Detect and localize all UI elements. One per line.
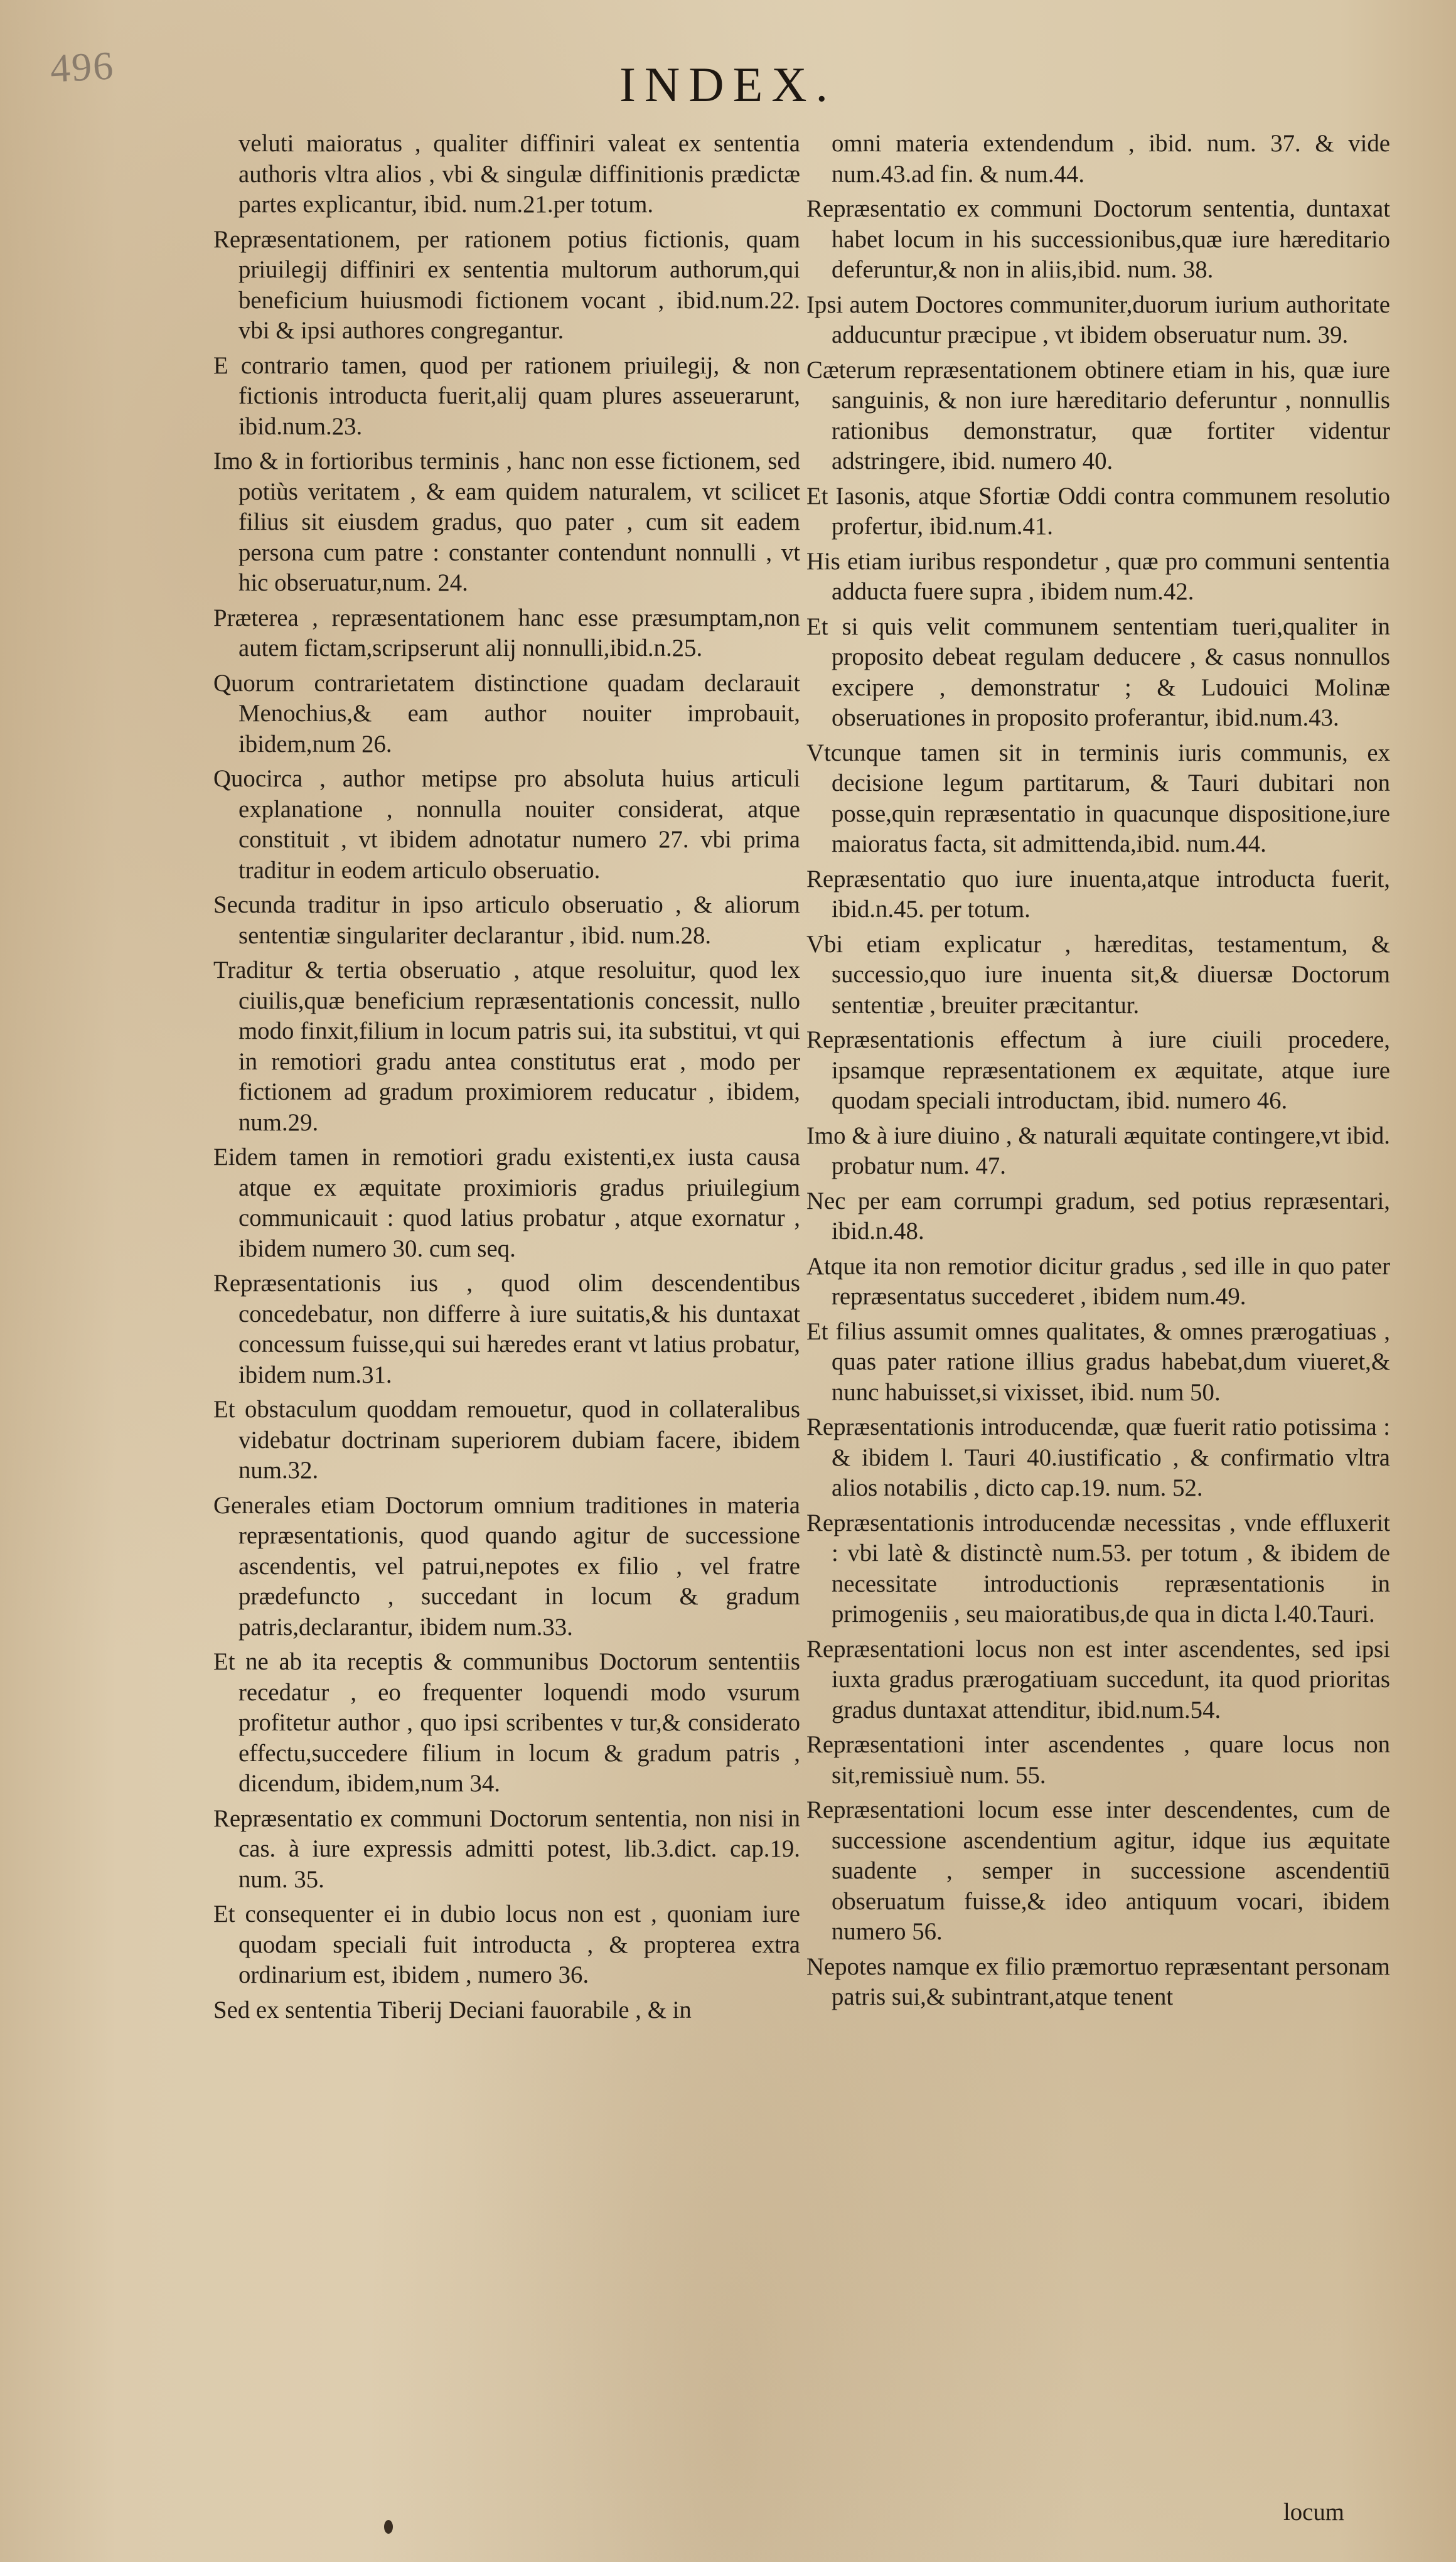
index-entry: Et ne ab ita receptis & communibus Doctorum sententiis recedatur , eo frequenter loquendi modo vsurum profitetur author , quo ipsi scribentes v tur,& considerato effectu,succedere filium in locum & gradum patris , dicendum, ibidem,num 34. <box>213 1648 800 1797</box>
index-entry: E contrario tamen, quod per rationem priuilegij, & non fictionis introducta fuerit,alij quam plures asseuerarunt, ibid.num.23. <box>213 351 800 440</box>
index-entry: Repræsentationis effectum à iure ciuili procedere, ipsamque repræsentationem ex æquitate, atque iure quodam speciali introductam, ibid. numero 46. <box>806 1026 1390 1114</box>
index-entry: Repræsentationi locum esse inter descendentes, cum de successione ascendentium agitur, idque ius æquitate suadente , semper in successione ascendentiū obseruatum fuisse,& ideo antiquum vocari, ibidem numero 56. <box>806 1796 1390 1945</box>
index-entry: Traditur & tertia obseruatio , atque resoluitur, quod lex ciuilis,quæ beneficium repræsentationis concessit, nullo modo finxit,filium in locum patris sui, ita substitui, vt qui in remotiori gradu antea constitutus erat , modo per fictionem ad gradum proximiorem reducatur , ibidem, num.29. <box>213 957 800 1136</box>
index-entry: Repræsentatio ex communi Doctorum sententia, duntaxat habet locum in his successionibus,quæ iure hæreditario deferuntur,& non in aliis,ibid. num. 38. <box>806 195 1390 283</box>
index-entry: Repræsentatio ex communi Doctorum sententia, non nisi in cas. à iure expressis admitti potest, lib.3.dict. cap.19. num. 35. <box>213 1804 800 1893</box>
index-entry: Repræsentationis introducendæ necessitas , vnde effluxerit : vbi latè & distinctè num.53. per totum , & ibidem de necessitate introductionis repræsentationis in primogeniis , seu maioratibus,de qua in dicta l.40.Tauri. <box>806 1509 1390 1627</box>
index-entry: Sed ex sententia Tiberij Deciani fauorabile , & in <box>213 1996 692 2023</box>
catchword: locum <box>1283 2499 1344 2526</box>
page-number: 496 <box>49 43 115 91</box>
index-entry: Generales etiam Doctorum omnium traditiones in materia repræsentationis, quod quando agitur de successione ascendentis, vel patrui,nepotes ex filio , vel fratre prædefuncto , succedant in locum & gradum patris,declarantur, ibidem num.33. <box>213 1491 800 1641</box>
index-entry: Præterea , repræsentationem hanc esse præsumptam,non autem fictam,scripserunt alij nonnulli,ibid.n.25. <box>213 604 800 662</box>
ink-blot <box>384 2520 393 2534</box>
index-entry: Et Iasonis, atque Sfortiæ Oddi contra communem resolutio profertur, ibid.num.41. <box>806 482 1390 540</box>
index-entry: Et obstaculum quoddam remouetur, quod in collateralibus videbatur doctrinam superiorem dubiam facere, ibidem num.32. <box>213 1396 800 1484</box>
index-entry: Atque ita non remotior dicitur gradus , sed ille in quo pater repræsentatus succederet , ibidem num.49. <box>806 1252 1390 1310</box>
index-entry: Repræsentationem, per rationem potius fictionis, quam priuilegij diffiniri ex sententia multorum authorum,qui beneficium huiusmodi fictionem vocant , ibid.num.22. vbi & ipsi authores congregantur. <box>213 225 800 344</box>
index-entry: veluti maioratus , qualiter diffiniri valeat ex sententia authoris vltra alios , vbi & singulæ diffinitionis prædictæ partes explicantur, ibid. num.21.per totum. <box>238 130 800 218</box>
index-entry: Ipsi autem Doctores communiter,duorum iurium authoritate adducuntur præcipue , vt ibidem obseruatur num. 39. <box>806 291 1390 348</box>
index-entry: Vtcunque tamen sit in terminis iuris communis, ex decisione legum partitarum, & Tauri dubitari non posse,quin repræsentatio in quacunque dispositione,iure maioratus facta, sit admittenda,ibid. num.44. <box>806 739 1390 857</box>
index-entry: Repræsentationis introducendæ, quæ fuerit ratio potissima : & ibidem l. Tauri 40.iustificatio , & confirmatio vltra alios notabilis , dicto cap.19. num. 52. <box>806 1413 1390 1501</box>
running-head: INDEX. <box>619 57 837 112</box>
right-column <box>806 129 1390 2017</box>
index-entry: Quocirca , author metipse pro absoluta huius articuli explanatione , nonnulla nouiter considerat, atque constituit , vt ibidem adnotatur numero 27. vbi prima traditur in eodem articulo obseruatio. <box>213 765 800 884</box>
index-entry: Repræsentationi inter ascendentes , quare locus non sit,remissiuè num. 55. <box>806 1731 1390 1789</box>
index-entry: His etiam iuribus respondetur , quæ pro communi sententia adducta fuere supra , ibidem num.42. <box>806 547 1390 605</box>
index-entry: Eidem tamen in remotiori gradu existenti,ex iusta causa atque ex æquitate proximioris gradus priuilegium communicauit : quod latius probatur , atque exornatur , ibidem numero 30. cum seq. <box>213 1144 800 1262</box>
left-column <box>213 129 800 2030</box>
index-entry: Repræsentationis ius , quod olim descendentibus concedebatur, non differre à iure suitatis,& his duntaxat concessum fuisse,qui sui hæredes erant vt latius probatur, ibidem num.31. <box>213 1270 800 1388</box>
index-entry: Nepotes namque ex filio præmortuo repræsentant personam patris sui,& subintrant,atque tenent <box>806 1953 1390 2010</box>
index-entry: Nec per eam corrumpi gradum, sed potius repræsentari, ibid.n.48. <box>806 1187 1390 1245</box>
index-entry: Et consequenter ei in dubio locus non est , quoniam iure quodam speciali fuit introducta , & propterea extra ordinarium est, ibidem , numero 36. <box>213 1900 800 1988</box>
index-entry: Secunda traditur in ipso articulo obseruatio , & aliorum sententiæ singulariter declarantur , ibid. num.28. <box>213 891 800 949</box>
index-entry: Imo & à iure diuino , & naturali æquitate contingere,vt ibid. probatur num. 47. <box>806 1122 1390 1179</box>
index-entry: Quorum contrarietatem distinctione quadam declarauit Menochius,& eam author nouiter improbauit, ibidem,num 26. <box>213 669 800 758</box>
index-entry: Repræsentatio quo iure inuenta,atque introducta fuerit, ibid.n.45. per totum. <box>806 865 1390 923</box>
index-entry: Cæterum repræsentationem obtinere etiam in his, quæ iure sanguinis, & non iure hæreditario deferuntur , nonnullis rationibus demonstratur, quæ fortiter videntur adstringere, ibid. numero 40. <box>806 356 1390 474</box>
index-entry: omni materia extendendum , ibid. num. 37. & vide num.43.ad fin. & num.44. <box>832 130 1390 188</box>
index-entry: Et filius assumit omnes qualitates, & omnes prærogatiuas , quas pater ratione illius gradus habebat,dum viueret,& nunc habuisset,si vixisset, ibid. num 50. <box>806 1317 1390 1406</box>
index-entry: Imo & in fortioribus terminis , hanc non esse fictionem, sed potiùs veritatem , & eam quidem naturalem, vt scilicet filius sit eiusdem gradus, quo pater , cum sit eadem persona cum patre : constanter contendunt nonnulli , vt hic obseruatur,num. 24. <box>213 448 800 596</box>
index-entry: Repræsentationi locus non est inter ascendentes, sed ipsi iuxta gradus prærogatiuam succedunt, ita quod prioritas gradus duntaxat attenditur, ibid.num.54. <box>806 1635 1390 1723</box>
index-entry: Vbi etiam explicatur , hæreditas, testamentum, & successio,quo iure inuenta sit,& diuersæ Doctorum sententiæ , breuiter præcitantur. <box>806 930 1390 1019</box>
index-entry: Et si quis velit communem sententiam tueri,qualiter in proposito debeat regulam deducere , & casus nonnullos excipere , demonstratur ; & Ludouici Molinæ obseruationes in proposito proferantur, ibid.num.43. <box>806 613 1390 731</box>
